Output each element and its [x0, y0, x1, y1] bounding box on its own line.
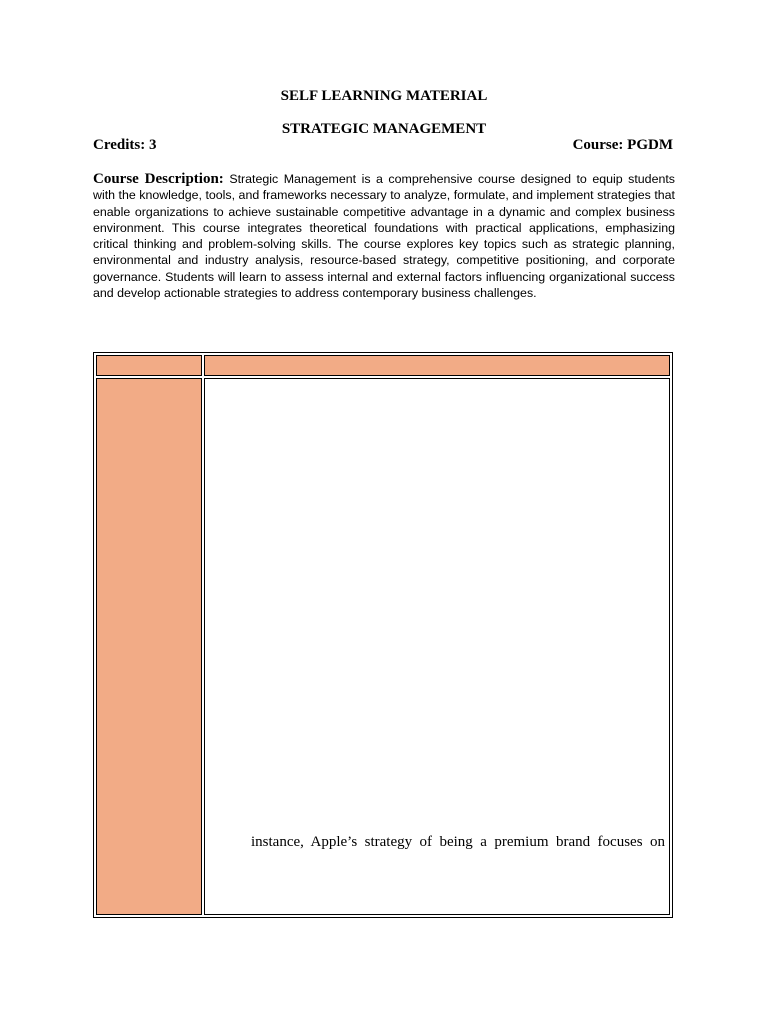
meta-row: [93, 137, 673, 157]
subject-title: STRATEGIC MANAGEMENT: [281, 121, 487, 137]
table-body-right-cell: [204, 378, 670, 915]
course-description-label: Course Description:: [93, 171, 224, 187]
document-title: SELF LEARNING MATERIAL: [280, 88, 488, 104]
table-header-right-cell: [204, 355, 670, 376]
content-table: [93, 352, 673, 918]
table-header-left-cell: [96, 355, 202, 376]
course-description-text: Strategic Management is a comprehensive course designed to equip students with the knowledge, tools, and frameworks necessary to analyze, formulate, and implement strategies that enable organizations to achieve sustainable competitive advantage in a dynamic and complex business environment. This course integrates theoretical foundations with practical applications, emphasizing critical thinking and problem-solving skills. The course explores key topics such as strategic planning, environmental and industry analysis, resource-based strategy, competitive positioning, and corporate governance. Students will learn to assess internal and external factors influencing organizational success and develop actionable strategies to address contemporary business challenges.: [93, 172, 675, 301]
table-body-left-cell: [96, 378, 202, 915]
course-label: Course: PGDM: [572, 137, 673, 153]
course-description: [93, 171, 675, 301]
credits-label: Credits: 3: [93, 137, 157, 153]
table-body-text: instance, Apple’s strategy of being a premium brand focuses on: [251, 834, 665, 850]
